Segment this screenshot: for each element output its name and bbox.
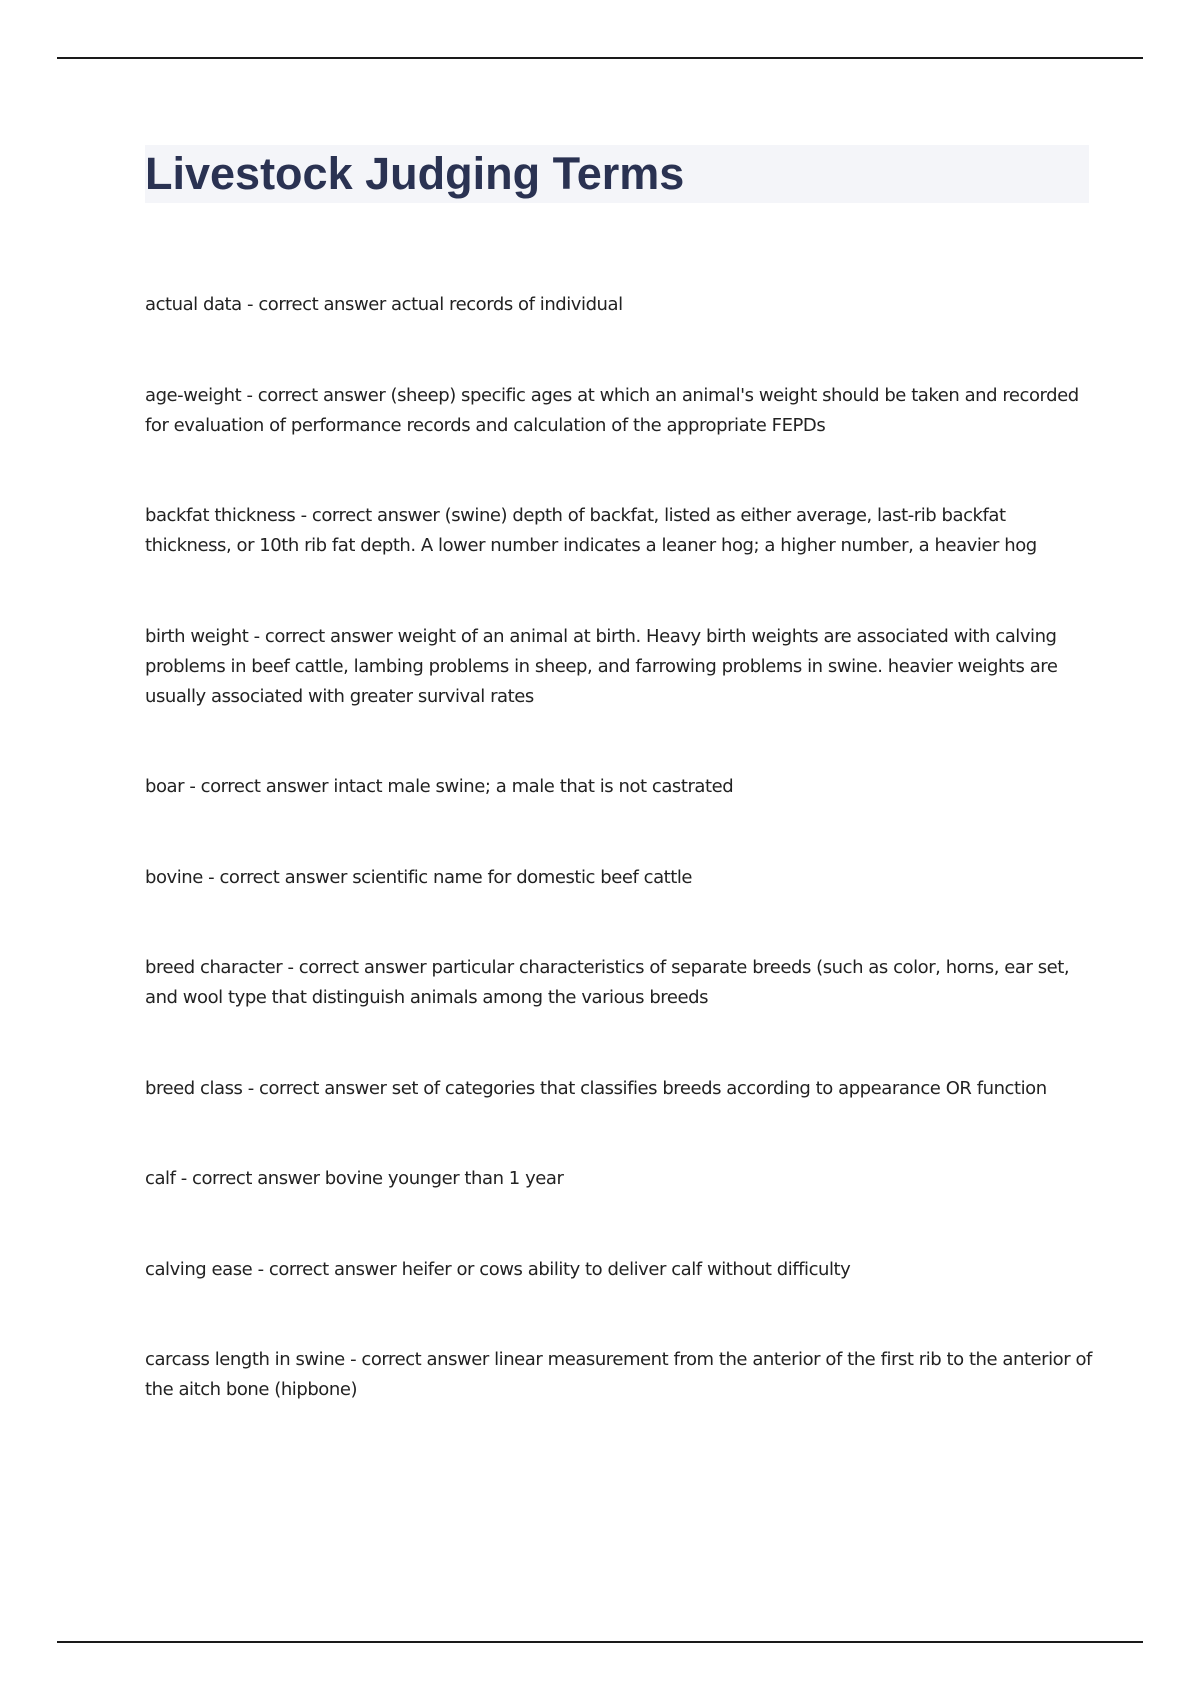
header-rule [57,57,1143,59]
page-title: Livestock Judging Terms [145,148,685,199]
term-entry: birth weight - correct answer weight of an animal at birth. Heavy birth weights are associated with calving problems in beef cattle, lambing problems in sheep, and farrowing problems in swine. heavier weights are usually associated with greater survival rates [145,625,1058,707]
term-entry: calf - correct answer bovine younger than 1 year [145,1168,564,1189]
term-entry: bovine - correct answer scientific name for domestic beef cattle [145,866,693,888]
term-entry: breed character - correct answer particular characteristics of separate breeds (such as color, horns, ear set, and wool type that distinguish animals among the various breeds [145,957,1070,1008]
term-entry: calving ease - correct answer heifer or cows ability to deliver calf without difficulty [145,1258,851,1280]
term-entry: breed class - correct answer set of categories that classifies breeds according to appearance OR function [145,1077,1047,1099]
footer-rule [57,1641,1143,1643]
term-entry: age-weight - correct answer (sheep) specific ages at which an animal's weight should be taken and recorded for evaluation of performance records and calculation of the appropriate FEPDs [145,384,1079,436]
term-entry: actual data - correct answer actual records of individual [145,294,623,315]
term-entry: backfat thickness - correct answer (swine) depth of backfat, listed as either average, last-rib backfat thickness, or 10th rib fat depth. A lower number indicates a leaner hog; a higher number, a heavier hog [145,505,1037,556]
term-entry: carcass length in swine - correct answer linear measurement from the anterior of the first rib to the anterior of the aitch bone (hipbone) [145,1349,1092,1400]
terms-list [145,290,1095,1466]
term-entry: boar - correct answer intact male swine; a male that is not castrated [145,776,734,797]
